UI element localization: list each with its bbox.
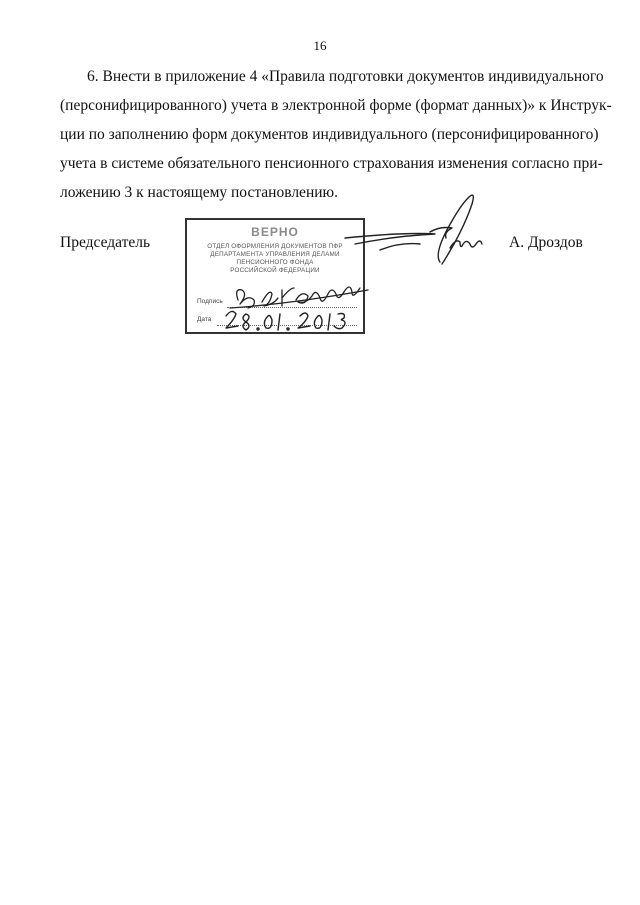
body-paragraph: [60, 62, 612, 207]
paragraph-line: (персонифицированного) учета в электронной форме (формат данных)» к Инструк-: [60, 97, 612, 114]
stamp-date-label: Дата: [197, 316, 212, 323]
stamp-date-rule: [217, 325, 357, 326]
chairman-name: А. Дроздов: [509, 234, 583, 251]
stamp-signature-label: Подпись: [197, 298, 223, 305]
stamp-signature-rule: [227, 307, 357, 308]
page-number: 16: [313, 38, 327, 53]
stamp-line: ПЕНСИОННОГО ФОНДА: [236, 259, 314, 266]
paragraph-line: ложению 3 к настоящему постановлению.: [60, 184, 338, 201]
stamp-line: РОССИЙСКОЙ ФЕДЕРАЦИИ: [230, 267, 320, 274]
paragraph-line: 6. Внести в приложение 4 «Правила подготовки документов индивидуального: [87, 68, 604, 85]
certification-stamp: [185, 218, 365, 334]
paragraph-line: ции по заполнению форм документов индивидуального (персонифицированного): [60, 126, 599, 143]
stamp-line: ОТДЕЛ ОФОРМЛЕНИЯ ДОКУМЕНТОВ ПФР: [207, 243, 343, 250]
stamp-title: ВЕРНО: [251, 225, 299, 239]
chairman-label: Председатель: [60, 234, 151, 251]
paragraph-line: учета в системе обязательного пенсионного страхования изменения согласно при-: [60, 155, 603, 172]
stamp-line: ДЕПАРТАМЕНТА УПРАВЛЕНИЯ ДЕЛАМИ: [210, 251, 340, 258]
